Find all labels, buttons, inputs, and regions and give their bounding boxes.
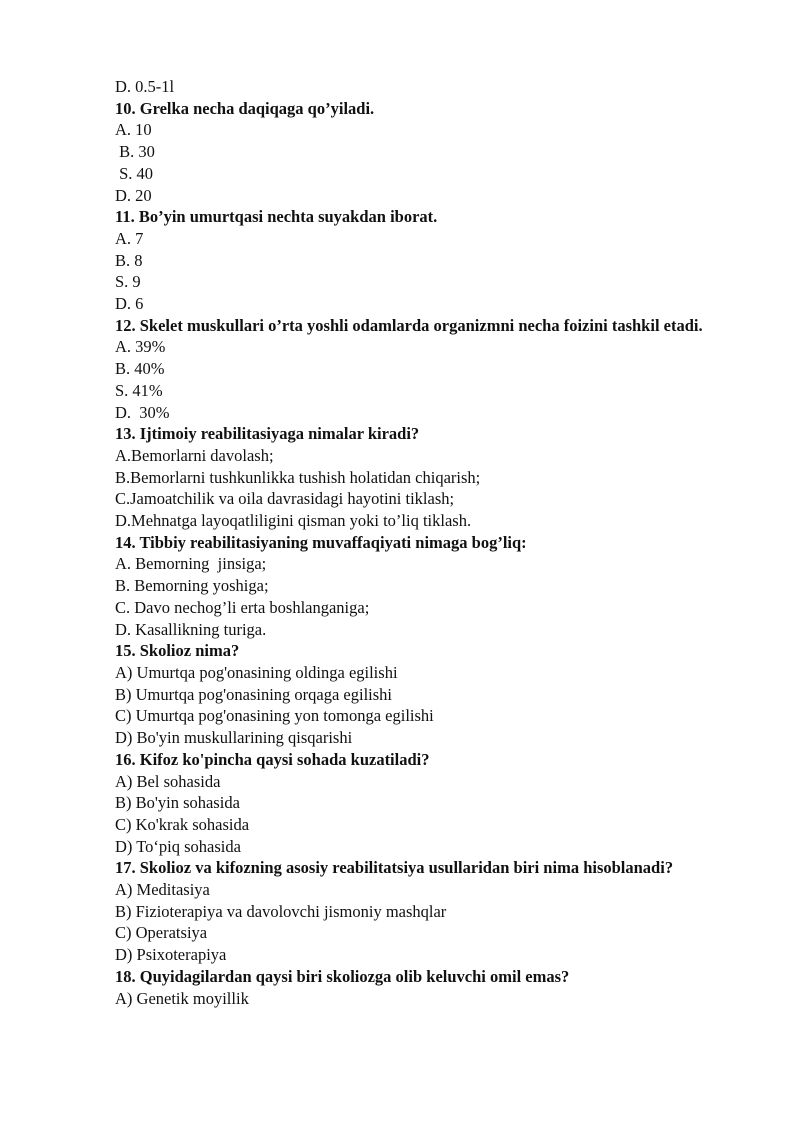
question-text: 12. Skelet muskullari o’rta yoshli odamlarda organizmni necha foizini tashkil etadi. (115, 315, 703, 335)
answer-option: D) Psixoterapiya (115, 945, 227, 965)
answer-option: C) Ko'krak sohasida (115, 814, 250, 834)
answer-option: A.Bemorlarni davolash; (115, 445, 274, 465)
question-text: 18. Quyidagilardan qaysi biri skoliozga olib keluvchi omil emas? (115, 966, 570, 986)
answer-option: S. 41% (115, 380, 163, 400)
answer-option: B.Bemorlarni tushkunlikka tushish holatidan chiqarish; (115, 467, 481, 487)
answer-option: D. 0.5-1l (115, 77, 175, 96)
question-text: 14. Tibbiy reabilitasiyaning muvaffaqiyati nimaga bog’liq: (115, 532, 527, 552)
question-text: 10. Grelka necha daqiqaga qo’yiladi. (115, 98, 375, 118)
answer-option: D) To‘piq sohasida (115, 836, 241, 856)
answer-option: A) Genetik moyillik (115, 988, 249, 1008)
answer-option: D. 6 (115, 294, 144, 314)
question-text: 11. Bo’yin umurtqasi nechta suyakdan iborat. (115, 207, 438, 227)
answer-option: A) Meditasiya (115, 880, 210, 900)
question-text: 16. Kifoz ko'pincha qaysi sohada kuzatiladi? (115, 749, 430, 769)
answer-option: A) Bel sohasida (115, 771, 221, 791)
answer-option: A. 7 (115, 228, 144, 248)
answer-option: S. 9 (115, 272, 141, 292)
question-text: 13. Ijtimoiy reabilitasiyaga nimalar kiradi? (115, 424, 420, 444)
answer-option: A) Umurtqa pog'onasining oldinga egilishi (115, 662, 398, 682)
answer-option: S. 40 (115, 163, 154, 183)
answer-option: C) Operatsiya (115, 923, 208, 943)
answer-option: C) Umurtqa pog'onasining yon tomonga egilishi (115, 706, 434, 726)
answer-option: A. Bemorning jinsiga; (115, 554, 267, 574)
answer-option: D. 20 (115, 185, 152, 205)
answer-option: A. 39% (115, 337, 166, 357)
answer-option: A. 10 (115, 120, 152, 140)
answer-option: B) Fizioterapiya va davolovchi jismoniy mashqlar (115, 901, 447, 921)
answer-option: C.Jamoatchilik va oila davrasidagi hayotini tiklash; (115, 489, 455, 509)
answer-option: B. 40% (115, 359, 165, 379)
answer-option: B. 30 (115, 142, 155, 162)
document-page (115, 76, 715, 1009)
answer-option: C. Davo nechog’li erta boshlanganiga; (115, 597, 370, 617)
question-text: 17. Skolioz va kifozning asosiy reabilitatsiya usullaridan biri nima hisoblanadi? (115, 858, 674, 878)
answer-option: B. Bemorning yoshiga; (115, 576, 269, 596)
answer-option: B) Umurtqa pog'onasining orqaga egilishi (115, 684, 393, 704)
question-text: 15. Skolioz nima? (115, 641, 240, 661)
answer-option: D.Mehnatga layoqatliligini qisman yoki to’liq tiklash. (115, 511, 472, 531)
answer-option: B. 8 (115, 250, 143, 270)
answer-option: B) Bo'yin sohasida (115, 793, 240, 813)
answer-option: D) Bo'yin muskullarining qisqarishi (115, 728, 353, 748)
answer-option: D. 30% (115, 402, 170, 422)
answer-option: D. Kasallikning turiga. (115, 619, 267, 639)
